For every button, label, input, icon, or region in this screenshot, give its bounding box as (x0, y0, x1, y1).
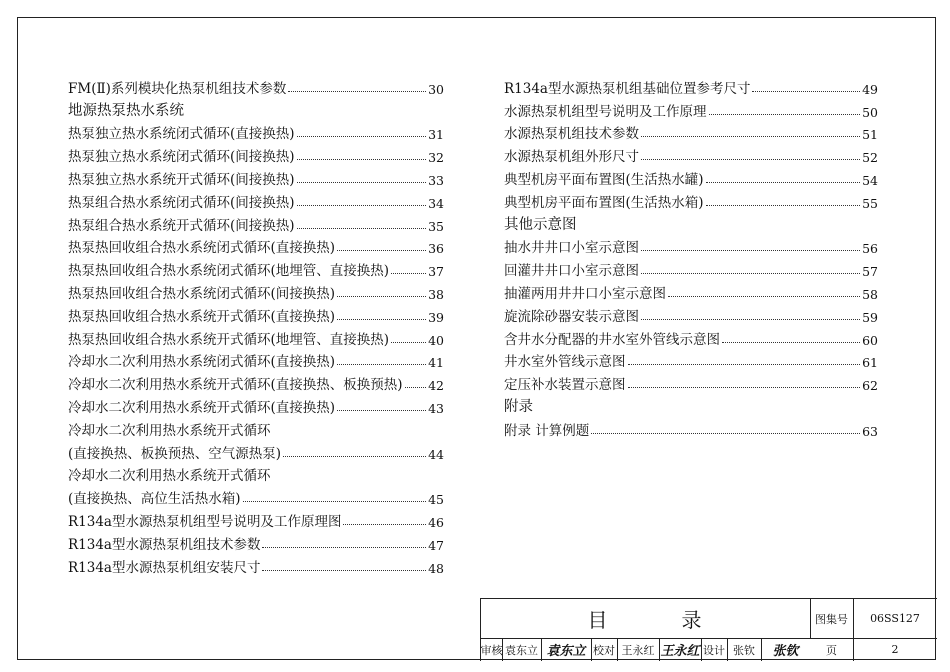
toc-entry-title: 井水室外管线示意图 (504, 354, 626, 371)
atlas-number-value: 06SS127 (870, 612, 920, 625)
title-block (480, 598, 937, 661)
dot-leader (337, 319, 426, 320)
toc-entry (68, 279, 444, 302)
toc-entry-page: 50 (862, 104, 878, 120)
toc-entry-title: 热泵热回收组合热水系统开式循环(直接换热) (68, 308, 336, 325)
dot-leader (297, 136, 427, 137)
dot-leader (297, 228, 427, 229)
toc-entry-title: 热泵热回收组合热水系统闭式循环(间接换热) (68, 285, 336, 302)
dot-leader (709, 114, 861, 115)
check-label: 校对 (593, 643, 615, 657)
toc-entry-page: 49 (862, 81, 878, 97)
toc-entry-title: 热泵独立热水系统闭式循环(间接换热) (68, 149, 295, 166)
toc-right-column (504, 74, 878, 439)
dot-leader (243, 501, 427, 502)
toc-entry-title: 其他示意图 (504, 216, 577, 233)
dot-leader (391, 342, 426, 343)
toc-entry-title: 冷却水二次利用热水系统开式循环(直接换热、板换预热) (68, 377, 403, 394)
toc-entry-title: R134a型水源热泵机组安装尺寸 (68, 559, 261, 576)
toc-entry-title: 典型机房平面布置图(生活热水箱) (504, 194, 704, 211)
toc-entry-title: 热泵热回收组合热水系统开式循环(地埋管、直接换热) (68, 331, 390, 348)
toc-entry (68, 325, 444, 348)
toc-section-heading (504, 211, 878, 234)
toc-entry-page: 45 (428, 492, 444, 508)
toc-entry-page: 56 (862, 241, 878, 257)
toc-entry-page: 37 (428, 264, 444, 280)
toc-entry-title: 水源热泵机组技术参数 (504, 126, 639, 143)
toc-entry-title: 抽水井井口小室示意图 (504, 240, 639, 257)
toc-entry-page: 48 (428, 560, 444, 576)
toc-entry (68, 393, 444, 416)
toc-entry-title: 热泵独立热水系统闭式循环(直接换热) (68, 126, 295, 143)
dot-leader (337, 364, 426, 365)
toc-entry-title: 旋流除砂器安装示意图 (504, 308, 639, 325)
toc-entry (504, 416, 878, 439)
toc-entry-page: 32 (428, 150, 444, 166)
toc-entry-page: 30 (428, 81, 444, 97)
dot-leader (752, 91, 860, 92)
toc-entry-title: R134a型水源热泵机组基础位置参考尺寸 (504, 80, 751, 97)
toc-entry-page: 55 (862, 195, 878, 211)
toc-entry-page: 33 (428, 172, 444, 188)
dot-leader (641, 250, 860, 251)
toc-entry (504, 142, 878, 165)
dot-leader (706, 205, 861, 206)
toc-entry (68, 165, 444, 188)
design-name: 张钦 (733, 643, 755, 657)
toc-section-heading (68, 97, 444, 120)
toc-entry (68, 302, 444, 325)
toc-entry-title: 热泵独立热水系统开式循环(间接换热) (68, 171, 295, 188)
toc-entry (68, 484, 444, 507)
toc-entry-title: 水源热泵机组外形尺寸 (504, 149, 639, 166)
toc-entry (68, 142, 444, 165)
toc-entry (68, 507, 444, 530)
toc-entry (68, 120, 444, 143)
toc-entry-title: FM(Ⅱ)系列模块化热泵机组技术参数 (68, 80, 287, 97)
dot-leader (668, 296, 860, 297)
atlas-number-label: 图集号 (815, 612, 848, 626)
toc-entry-page: 41 (428, 355, 444, 371)
toc-entry-title: 典型机房平面布置图(生活热水罐) (504, 171, 704, 188)
dot-leader (628, 387, 861, 388)
page-label: 页 (826, 643, 837, 657)
toc-entry-page: 38 (428, 286, 444, 302)
title-char-1: 目 (587, 608, 610, 632)
toc-entry (504, 188, 878, 211)
toc-entry (504, 279, 878, 302)
dot-leader (641, 273, 860, 274)
dot-leader (337, 250, 426, 251)
toc-entry-page: 47 (428, 537, 444, 553)
toc-entry-page: 40 (428, 332, 444, 348)
design-label: 设计 (703, 643, 725, 657)
toc-entry (68, 234, 444, 257)
review-label: 审核 (480, 643, 503, 657)
toc-entry-title: 冷却水二次利用热水系统开式循环 (68, 422, 271, 439)
toc-entry-title: R134a型水源热泵机组技术参数 (68, 536, 261, 553)
toc-entry (504, 97, 878, 120)
page-value: 2 (891, 643, 899, 656)
toc-entry-title: 冷却水二次利用热水系统开式循环 (68, 468, 271, 485)
toc-entry-title: (直接换热、高位生活热水箱) (68, 491, 241, 508)
toc-entry-page: 62 (862, 378, 878, 394)
toc-entry (68, 370, 444, 393)
dot-leader (722, 342, 860, 343)
toc-entry-title: 含井水分配器的井水室外管线示意图 (504, 331, 720, 348)
toc-entry-title: 地源热泵热水系统 (68, 102, 184, 119)
dot-leader (391, 273, 426, 274)
dot-leader (337, 410, 426, 411)
toc-entry (68, 416, 444, 439)
dot-leader (283, 456, 426, 457)
toc-entry (504, 165, 878, 188)
toc-entry-page: 58 (862, 286, 878, 302)
toc-entry-title: 附录 计算例题 (504, 422, 590, 439)
toc-entry (504, 348, 878, 371)
toc-entry-title: 冷却水二次利用热水系统闭式循环(直接换热) (68, 354, 336, 371)
dot-leader (706, 182, 861, 183)
toc-entry (504, 234, 878, 257)
toc-entry (504, 120, 878, 143)
dot-leader (297, 182, 427, 183)
toc-entry (68, 553, 444, 576)
design-signature: 张钦 (772, 644, 799, 659)
toc-entry (504, 302, 878, 325)
toc-entry-title: 回灌井井口小室示意图 (504, 263, 639, 280)
dot-leader (288, 91, 426, 92)
toc-entry-page: 39 (428, 309, 444, 325)
toc-entry-page: 63 (862, 423, 878, 439)
toc-entry (68, 188, 444, 211)
toc-entry (68, 211, 444, 234)
toc-entry-title: 热泵热回收组合热水系统闭式循环(直接换热) (68, 240, 336, 257)
toc-entry (68, 348, 444, 371)
toc-entry-page: 60 (862, 332, 878, 348)
title-char-2: 录 (681, 608, 704, 632)
toc-entry (68, 256, 444, 279)
toc-entry-page: 35 (428, 218, 444, 234)
toc-entry-title: 定压补水装置示意图 (504, 377, 626, 394)
toc-entry-title: 热泵组合热水系统闭式循环(间接换热) (68, 194, 295, 211)
toc-entry-page: 59 (862, 309, 878, 325)
toc-entry-page: 43 (428, 400, 444, 416)
dot-leader (343, 524, 426, 525)
dot-leader (405, 387, 427, 388)
toc-entry-page: 54 (862, 172, 878, 188)
toc-entry (504, 370, 878, 393)
toc-entry (68, 439, 444, 462)
toc-entry (68, 530, 444, 553)
toc-entry-page: 31 (428, 127, 444, 143)
toc-left-column (68, 74, 444, 576)
toc-entry-page: 52 (862, 150, 878, 166)
check-signature: 王永红 (660, 644, 700, 659)
toc-entry (504, 256, 878, 279)
toc-entry-title: 冷却水二次利用热水系统开式循环(直接换热) (68, 399, 336, 416)
toc-entry (504, 74, 878, 97)
check-name: 王永红 (621, 643, 655, 657)
toc-entry-title: (直接换热、板换预热、空气源热泵) (68, 445, 282, 462)
toc-entry-title: 水源热泵机组型号说明及工作原理 (504, 103, 707, 120)
toc-entry (68, 462, 444, 485)
toc-entry-page: 42 (428, 378, 444, 394)
toc-entry-title: 附录 (504, 398, 533, 415)
toc-entry-title: 热泵组合热水系统开式循环(间接换热) (68, 217, 295, 234)
dot-leader (591, 433, 860, 434)
dot-leader (628, 364, 861, 365)
toc-entry-title: 热泵热回收组合热水系统闭式循环(地埋管、直接换热) (68, 263, 390, 280)
dot-leader (641, 319, 860, 320)
review-signature: 袁东立 (546, 644, 586, 659)
toc-entry-page: 61 (862, 355, 878, 371)
dot-leader (337, 296, 426, 297)
toc-entry-page: 51 (862, 127, 878, 143)
toc-entry-page: 44 (428, 446, 444, 462)
toc-section-heading (504, 393, 878, 416)
toc-entry-title: R134a型水源热泵机组型号说明及工作原理图 (68, 513, 342, 530)
toc-entry-page: 34 (428, 195, 444, 211)
dot-leader (297, 159, 427, 160)
toc-entry-title: 抽灌两用井井口小室示意图 (504, 285, 666, 302)
dot-leader (641, 159, 860, 160)
review-name: 袁东立 (505, 643, 538, 657)
toc-entry-page: 46 (428, 514, 444, 530)
dot-leader (297, 205, 427, 206)
dot-leader (262, 547, 426, 548)
toc-entry-page: 57 (862, 264, 878, 280)
toc-entry-page: 36 (428, 241, 444, 257)
dot-leader (641, 136, 860, 137)
toc-entry (68, 74, 444, 97)
toc-entry (504, 325, 878, 348)
document-title (481, 599, 811, 638)
dot-leader (262, 570, 426, 571)
